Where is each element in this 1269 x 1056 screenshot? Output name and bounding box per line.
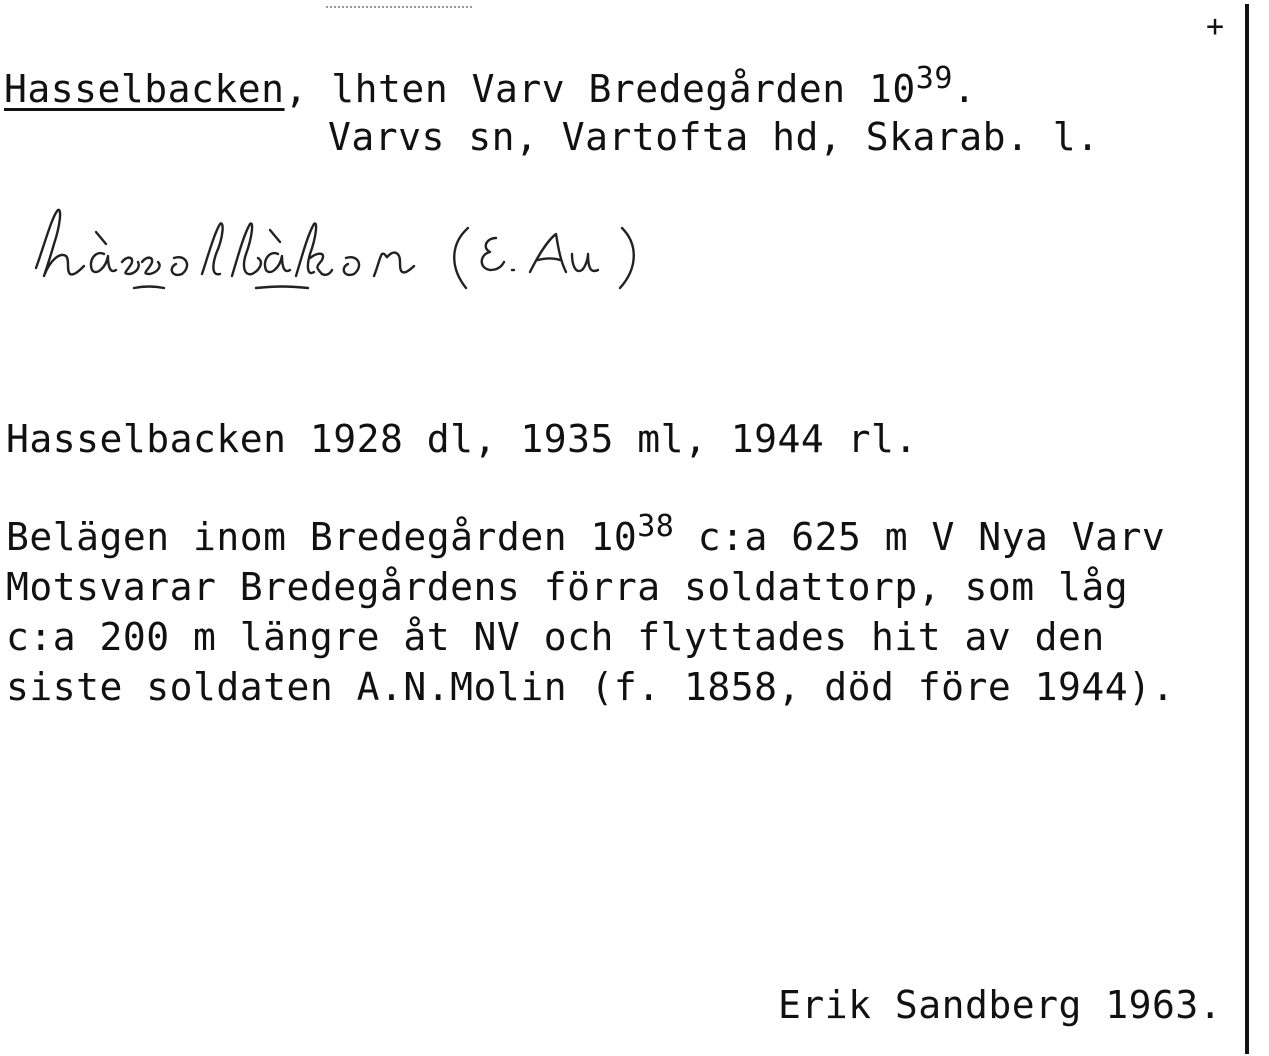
top-dotted-line	[326, 6, 472, 8]
description-line-3: c:a 200 m längre åt NV och flyttades hit av den	[6, 615, 1105, 659]
heading-superscript: 39	[915, 61, 953, 96]
description-line-1-start: Belägen inom Bredegården 10	[6, 515, 638, 559]
signature: Erik Sandberg 1963.	[778, 983, 1223, 1027]
heading-line	[4, 61, 977, 111]
heading-end: .	[952, 67, 977, 111]
description-line-2: Motsvarar Bredegårdens förra soldattorp, som låg	[6, 565, 1129, 609]
map-forms-line: Hasselbacken 1928 dl, 1935 ml, 1944 rl.	[6, 417, 918, 461]
corner-plus-mark: +	[1206, 9, 1225, 44]
description-superscript: 38	[637, 509, 675, 544]
right-border-line	[1245, 4, 1249, 1054]
description-line-4: siste soldaten A.N.Molin (f. 1858, död före 1944).	[6, 665, 1175, 709]
description-line-1-end: c:a 625 m V Nya Varv	[674, 515, 1166, 559]
location-line: Varvs sn, Vartofta hd, Skarab. l.	[328, 115, 1100, 159]
handwritten-pronunciation	[26, 196, 716, 296]
place-name: Hasselbacken	[4, 67, 285, 111]
heading-rest: , lhten Varv Bredegården 10	[284, 67, 916, 111]
description-line-1	[6, 509, 1166, 559]
